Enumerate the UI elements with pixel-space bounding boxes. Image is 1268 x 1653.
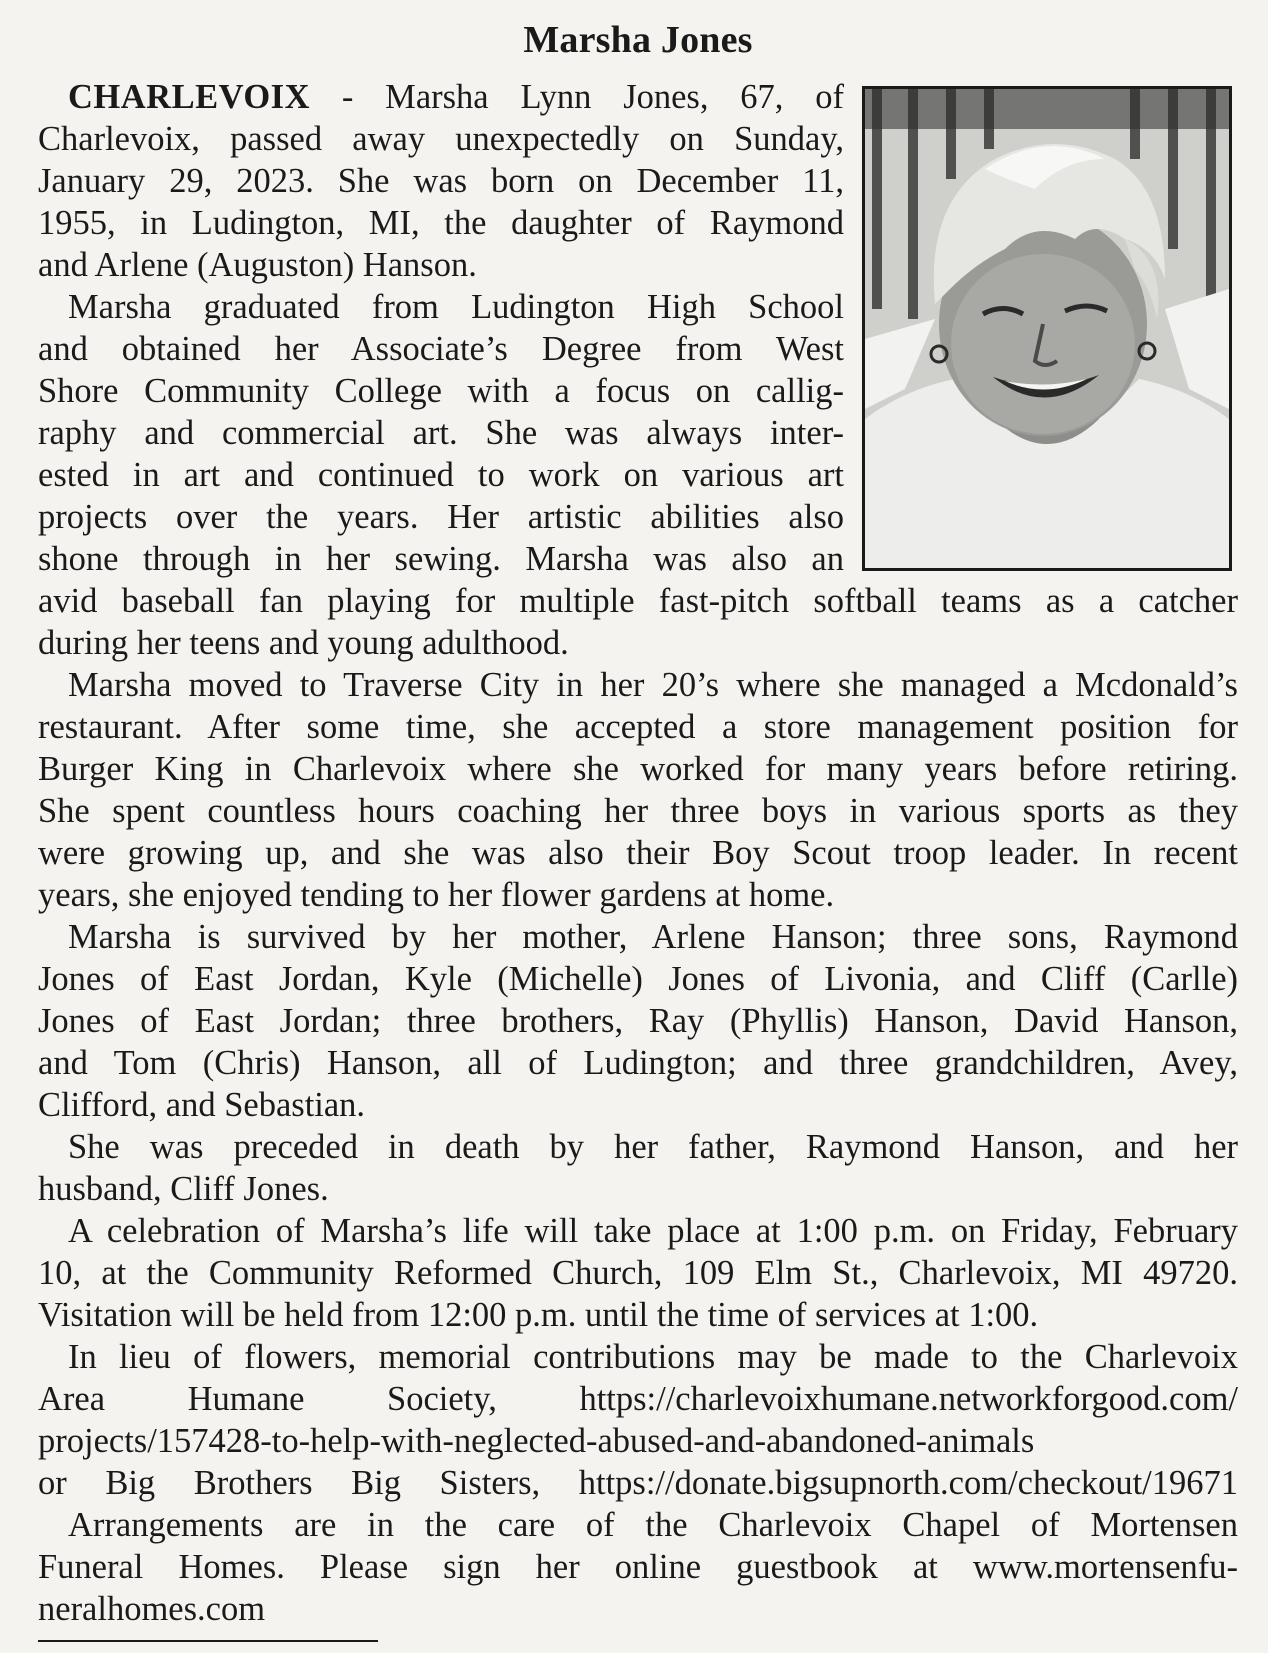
paragraph-line: Marsha moved to Traverse City in her 20’s where she managed a Mcdonald’s xyxy=(68,666,1238,704)
paragraph-line: avid baseball fan playing for multiple fast-pitch softball teams as a catcher xyxy=(38,582,1238,620)
paragraph-line: projects/157428-to-help-with-neglected-abused-and-abandoned-animals xyxy=(38,1422,1035,1460)
paragraph-line: Funeral Homes. Please sign her online guestbook at www.mortensenfu- xyxy=(38,1548,1238,1586)
paragraph-line: husband, Cliff Jones. xyxy=(38,1170,329,1208)
paragraph-line: Jones of East Jordan, Kyle (Michelle) Jones of Livonia, and Cliff (Carlle) xyxy=(38,960,1238,998)
paragraph-line: January 29, 2023. She was born on December 11, xyxy=(38,162,844,200)
paragraph-line: Clifford, and Sebastian. xyxy=(38,1086,366,1124)
paragraph-line: Marsha graduated from Ludington High School xyxy=(68,288,844,326)
paragraph-line: ested in art and continued to work on various art xyxy=(38,456,844,494)
paragraph-line: projects over the years. Her artistic abilities also xyxy=(38,498,844,536)
paragraph-line: restaurant. After some time, she accepted a store management position for xyxy=(38,708,1238,746)
paragraph-line: A celebration of Marsha’s life will take place at 1:00 p.m. on Friday, February xyxy=(68,1212,1238,1250)
paragraph-line: raphy and commercial art. She was always inter- xyxy=(38,414,844,452)
paragraph-line: In lieu of flowers, memorial contributions may be made to the Charlevoix xyxy=(68,1338,1238,1376)
paragraph-line: or Big Brothers Big Sisters, https://donate.bigsupnorth.com/checkout/19671 xyxy=(38,1464,1238,1502)
paragraph-line xyxy=(38,76,844,118)
paragraph-line: Marsha is survived by her mother, Arlene Hanson; three sons, Raymond xyxy=(68,918,1238,956)
paragraph-line: 10, at the Community Reformed Church, 109 Elm St., Charlevoix, MI 49720. xyxy=(38,1254,1238,1292)
paragraph-line: and obtained her Associate’s Degree from West xyxy=(38,330,844,368)
obituary-clipping xyxy=(38,0,1238,1653)
paragraph-line: were growing up, and she was also their Boy Scout troop leader. In recent xyxy=(38,834,1238,872)
paragraph-line: She was preceded in death by her father, Raymond Hanson, and her xyxy=(68,1128,1238,1166)
portrait-photo xyxy=(862,86,1232,571)
paragraph-line: Arrangements are in the care of the Charlevoix Chapel of Mortensen xyxy=(68,1506,1238,1544)
paragraph-line: Jones of East Jordan; three brothers, Ray (Phyllis) Hanson, David Hanson, xyxy=(38,1002,1238,1040)
paragraph-line: Shore Community College with a focus on callig- xyxy=(38,372,844,410)
bottom-rule xyxy=(38,1640,378,1642)
paragraph-line: shone through in her sewing. Marsha was also an xyxy=(38,540,844,578)
paragraph-line: 1955, in Ludington, MI, the daughter of Raymond xyxy=(38,204,844,242)
paragraph-line: during her teens and young adulthood. xyxy=(38,624,569,662)
portrait-image xyxy=(865,89,1229,568)
paragraph-line: and Tom (Chris) Hanson, all of Ludington; and three grandchildren, Avey, xyxy=(38,1044,1238,1082)
paragraph-line: neralhomes.com xyxy=(38,1590,266,1628)
paragraph-line: Burger King in Charlevoix where she worked for many years before retiring. xyxy=(38,750,1238,788)
line-text: - Marsha Lynn Jones, 67, of xyxy=(310,78,844,116)
obituary-headline: Marsha Jones xyxy=(523,19,753,61)
paragraph-line: Area Humane Society, https://charlevoixhumane.networkforgood.com/ xyxy=(38,1380,1238,1418)
paragraph-line: Charlevoix, passed away unexpectedly on Sunday, xyxy=(38,120,844,158)
paragraph-line: and Arlene (Auguston) Hanson. xyxy=(38,246,477,284)
paragraph-line: She spent countless hours coaching her three boys in various sports as they xyxy=(38,792,1238,830)
paragraph-line: years, she enjoyed tending to her flower gardens at home. xyxy=(38,876,835,914)
paragraph-line: Visitation will be held from 12:00 p.m. until the time of services at 1:00. xyxy=(38,1296,1039,1334)
dateline: CHARLEVOIX xyxy=(68,78,311,116)
